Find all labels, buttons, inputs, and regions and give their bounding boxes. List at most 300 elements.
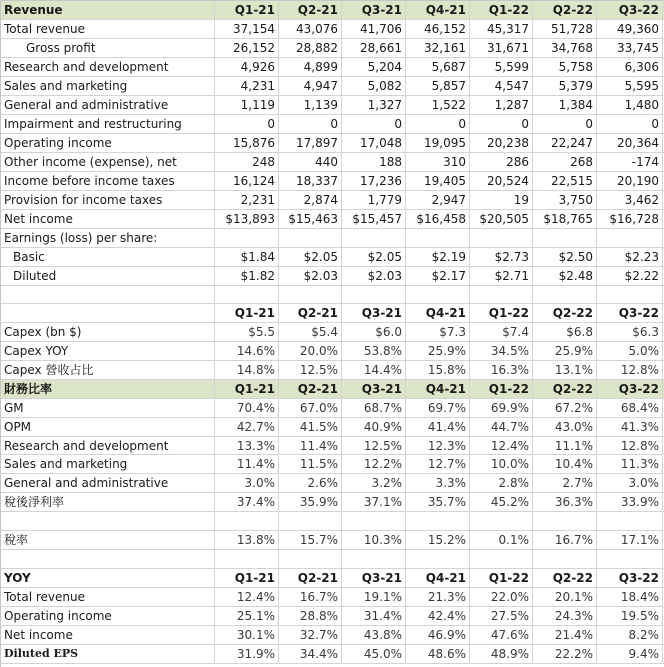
value-cell[interactable]: 9.4% — [597, 645, 663, 663]
value-cell[interactable] — [342, 229, 406, 247]
value-cell[interactable]: 12.5% — [279, 361, 342, 379]
value-cell[interactable]: 43.8% — [342, 626, 406, 644]
table-row — [1, 39, 664, 58]
value-cell[interactable]: 41.5% — [279, 418, 342, 436]
table-row — [1, 134, 664, 153]
value-cell[interactable] — [215, 229, 279, 247]
value-cell[interactable]: 12.7% — [406, 455, 470, 473]
value-cell[interactable]: 11.5% — [279, 455, 342, 473]
table-row — [1, 474, 664, 493]
value-cell[interactable] — [215, 512, 279, 530]
value-cell[interactable] — [470, 286, 533, 303]
value-cell[interactable]: 3.0% — [215, 474, 279, 492]
value-cell[interactable]: 15.2% — [406, 531, 470, 549]
value-cell[interactable]: $6.3 — [597, 323, 663, 341]
table-row — [1, 172, 664, 191]
value-cell[interactable]: 15,876 — [215, 134, 279, 152]
value-cell[interactable] — [533, 512, 597, 530]
value-cell[interactable]: 46.9% — [406, 626, 470, 644]
value-cell[interactable]: 41,706 — [342, 20, 406, 38]
value-cell[interactable]: 30.1% — [215, 626, 279, 644]
value-cell[interactable]: 0.1% — [470, 531, 533, 549]
value-cell[interactable]: 13.1% — [533, 361, 597, 379]
value-cell[interactable]: $18,765 — [533, 210, 597, 228]
value-cell[interactable]: $7.3 — [406, 323, 470, 341]
value-cell[interactable]: 16,124 — [215, 172, 279, 190]
value-cell[interactable]: 45.2% — [470, 493, 533, 511]
value-cell[interactable]: 2.8% — [470, 474, 533, 492]
value-cell[interactable]: $6.0 — [342, 323, 406, 341]
value-cell[interactable] — [342, 550, 406, 568]
table-row — [1, 248, 664, 267]
value-cell[interactable]: 41.4% — [406, 418, 470, 436]
value-cell[interactable]: 35.9% — [279, 493, 342, 511]
value-cell[interactable]: 48.6% — [406, 645, 470, 663]
row-label[interactable]: Earnings (loss) per share: — [1, 229, 215, 247]
row-label[interactable]: Research and development — [1, 58, 215, 76]
row-label[interactable]: OPM — [1, 418, 215, 436]
table-row — [1, 286, 664, 304]
row-label[interactable] — [1, 512, 215, 530]
value-cell[interactable]: $2.50 — [533, 248, 597, 266]
row-label[interactable]: Operating income — [1, 134, 215, 152]
value-cell[interactable] — [597, 550, 663, 568]
value-cell[interactable] — [533, 286, 597, 303]
table-row — [1, 77, 664, 96]
row-label[interactable] — [1, 550, 215, 568]
value-cell[interactable]: 43,076 — [279, 20, 342, 38]
table-row — [1, 399, 664, 418]
value-cell[interactable] — [533, 229, 597, 247]
row-label[interactable]: Revenue — [1, 1, 215, 19]
value-cell[interactable]: 1,119 — [215, 96, 279, 114]
value-cell[interactable]: 44.7% — [470, 418, 533, 436]
value-cell[interactable]: 2.7% — [533, 474, 597, 492]
value-cell[interactable]: Q3-21 — [342, 569, 406, 587]
value-cell[interactable]: $2.71 — [470, 267, 533, 285]
value-cell[interactable] — [279, 286, 342, 303]
row-label[interactable]: Total revenue — [1, 588, 215, 606]
value-cell[interactable]: 19.5% — [597, 607, 663, 625]
value-cell[interactable]: 188 — [342, 153, 406, 171]
value-cell[interactable]: 5,379 — [533, 77, 597, 95]
row-label[interactable]: Net income — [1, 626, 215, 644]
row-label[interactable]: Other income (expense), net — [1, 153, 215, 171]
value-cell[interactable]: $2.48 — [533, 267, 597, 285]
value-cell[interactable]: 16.7% — [279, 588, 342, 606]
value-cell[interactable]: 0 — [470, 115, 533, 133]
value-cell[interactable] — [279, 512, 342, 530]
value-cell[interactable] — [215, 286, 279, 303]
value-cell[interactable]: 12.2% — [342, 455, 406, 473]
table-row — [1, 607, 664, 626]
value-cell[interactable]: 24.3% — [533, 607, 597, 625]
value-cell[interactable]: 1,139 — [279, 96, 342, 114]
value-cell[interactable]: 10.3% — [342, 531, 406, 549]
row-label[interactable]: Net income — [1, 210, 215, 228]
value-cell[interactable]: 4,926 — [215, 58, 279, 76]
value-cell[interactable]: 5,204 — [342, 58, 406, 76]
value-cell[interactable]: 45,317 — [470, 20, 533, 38]
value-cell[interactable]: 17,236 — [342, 172, 406, 190]
table-row — [1, 96, 664, 115]
value-cell[interactable]: 10.0% — [470, 455, 533, 473]
value-cell[interactable]: Q1-21 — [215, 380, 279, 398]
value-cell[interactable]: 4,547 — [470, 77, 533, 95]
value-cell[interactable]: 12.3% — [406, 437, 470, 454]
value-cell[interactable]: 4,231 — [215, 77, 279, 95]
value-cell[interactable]: Q1-21 — [215, 569, 279, 587]
value-cell[interactable] — [342, 286, 406, 303]
value-cell[interactable]: Q1-22 — [470, 569, 533, 587]
row-label[interactable]: 稅率 — [1, 531, 215, 549]
value-cell[interactable]: 5,082 — [342, 77, 406, 95]
value-cell[interactable]: 10.4% — [533, 455, 597, 473]
value-cell[interactable]: 5,687 — [406, 58, 470, 76]
value-cell[interactable]: $16,728 — [597, 210, 663, 228]
value-cell[interactable]: 17.1% — [597, 531, 663, 549]
value-cell[interactable]: -174 — [597, 153, 663, 171]
value-cell[interactable]: 2,874 — [279, 191, 342, 209]
value-cell[interactable]: 22.0% — [470, 588, 533, 606]
row-label[interactable]: Capex 營收占比 — [1, 361, 215, 379]
value-cell[interactable]: Q2-22 — [533, 1, 597, 19]
value-cell[interactable]: 33.9% — [597, 493, 663, 511]
row-label[interactable]: Total revenue — [1, 20, 215, 38]
value-cell[interactable]: 1,384 — [533, 96, 597, 114]
row-label[interactable]: General and administrative — [1, 96, 215, 114]
value-cell[interactable]: 2,231 — [215, 191, 279, 209]
value-cell[interactable]: Q1-21 — [215, 304, 279, 322]
row-label[interactable]: Diluted EPS — [1, 645, 215, 663]
value-cell[interactable]: 14.8% — [215, 361, 279, 379]
row-label[interactable] — [1, 286, 215, 303]
value-cell[interactable]: Q4-21 — [406, 380, 470, 398]
value-cell[interactable]: 15.7% — [279, 531, 342, 549]
value-cell[interactable]: Q2-21 — [279, 380, 342, 398]
value-cell[interactable]: $7.4 — [470, 323, 533, 341]
value-cell[interactable]: $15,463 — [279, 210, 342, 228]
value-cell[interactable]: $16,458 — [406, 210, 470, 228]
row-label[interactable]: YOY — [1, 569, 215, 587]
value-cell[interactable]: $2.17 — [406, 267, 470, 285]
value-cell[interactable]: $2.05 — [279, 248, 342, 266]
value-cell[interactable]: 32,161 — [406, 39, 470, 57]
value-cell[interactable]: 19,095 — [406, 134, 470, 152]
value-cell[interactable]: 19,405 — [406, 172, 470, 190]
value-cell[interactable]: 32.7% — [279, 626, 342, 644]
row-label[interactable]: Capex (bn $) — [1, 323, 215, 341]
table-row — [1, 115, 664, 134]
value-cell[interactable]: 41.3% — [597, 418, 663, 436]
value-cell[interactable]: $2.19 — [406, 248, 470, 266]
value-cell[interactable]: 25.1% — [215, 607, 279, 625]
value-cell[interactable]: Q3-22 — [597, 569, 663, 587]
value-cell[interactable]: 19 — [470, 191, 533, 209]
value-cell[interactable]: 51,728 — [533, 20, 597, 38]
value-cell[interactable]: 34,768 — [533, 39, 597, 57]
value-cell[interactable]: Q4-21 — [406, 304, 470, 322]
value-cell[interactable]: $2.23 — [597, 248, 663, 266]
row-label[interactable]: Gross profit — [1, 39, 215, 57]
value-cell[interactable] — [597, 512, 663, 530]
value-cell[interactable]: Q3-21 — [342, 304, 406, 322]
value-cell[interactable]: 67.0% — [279, 399, 342, 417]
table-row — [1, 512, 664, 531]
value-cell[interactable]: 5,857 — [406, 77, 470, 95]
row-label[interactable]: General and administrative — [1, 474, 215, 492]
value-cell[interactable]: 35.7% — [406, 493, 470, 511]
value-cell[interactable]: 31,671 — [470, 39, 533, 57]
value-cell[interactable]: 3.0% — [597, 474, 663, 492]
value-cell[interactable]: Q4-21 — [406, 1, 470, 19]
row-label[interactable]: Operating income — [1, 607, 215, 625]
value-cell[interactable]: 47.6% — [470, 626, 533, 644]
value-cell[interactable]: 17,048 — [342, 134, 406, 152]
value-cell[interactable] — [406, 229, 470, 247]
value-cell[interactable] — [406, 512, 470, 530]
value-cell[interactable]: 3.3% — [406, 474, 470, 492]
value-cell[interactable]: 37.1% — [342, 493, 406, 511]
value-cell[interactable] — [597, 286, 663, 303]
value-cell[interactable]: 13.8% — [215, 531, 279, 549]
value-cell[interactable]: 42.7% — [215, 418, 279, 436]
value-cell[interactable]: 0 — [406, 115, 470, 133]
value-cell[interactable]: Q2-21 — [279, 304, 342, 322]
value-cell[interactable]: 20.1% — [533, 588, 597, 606]
value-cell[interactable] — [470, 550, 533, 568]
value-cell[interactable]: 5,599 — [470, 58, 533, 76]
value-cell[interactable]: 18,337 — [279, 172, 342, 190]
value-cell[interactable]: 18.4% — [597, 588, 663, 606]
row-label[interactable]: Impairment and restructuring — [1, 115, 215, 133]
row-label[interactable] — [1, 304, 215, 322]
value-cell[interactable]: 69.7% — [406, 399, 470, 417]
table-row — [1, 20, 664, 39]
value-cell[interactable]: $15,457 — [342, 210, 406, 228]
value-cell[interactable]: 17,897 — [279, 134, 342, 152]
value-cell[interactable]: 0 — [279, 115, 342, 133]
value-cell[interactable]: 2.6% — [279, 474, 342, 492]
table-row — [1, 210, 664, 229]
table-row — [1, 153, 664, 172]
value-cell[interactable]: 67.2% — [533, 399, 597, 417]
value-cell[interactable]: 0 — [342, 115, 406, 133]
value-cell[interactable]: 11.4% — [215, 455, 279, 473]
row-label[interactable]: Income before income taxes — [1, 172, 215, 190]
value-cell[interactable]: 45.0% — [342, 645, 406, 663]
value-cell[interactable]: 12.8% — [597, 437, 663, 454]
value-cell[interactable]: 28,882 — [279, 39, 342, 57]
value-cell[interactable] — [342, 512, 406, 530]
value-cell[interactable]: 25.9% — [406, 342, 470, 360]
value-cell[interactable] — [406, 286, 470, 303]
value-cell[interactable]: 22.2% — [533, 645, 597, 663]
value-cell[interactable]: Q1-22 — [470, 304, 533, 322]
value-cell[interactable] — [215, 550, 279, 568]
value-cell[interactable]: 26,152 — [215, 39, 279, 57]
value-cell[interactable] — [597, 229, 663, 247]
value-cell[interactable]: 40.9% — [342, 418, 406, 436]
table-row — [1, 455, 664, 474]
value-cell[interactable] — [533, 550, 597, 568]
value-cell[interactable]: 42.4% — [406, 607, 470, 625]
value-cell[interactable]: $1.82 — [215, 267, 279, 285]
value-cell[interactable]: Q3-22 — [597, 304, 663, 322]
value-cell[interactable]: 5,595 — [597, 77, 663, 95]
value-cell[interactable]: 8.2% — [597, 626, 663, 644]
value-cell[interactable]: 6,306 — [597, 58, 663, 76]
value-cell[interactable]: Q2-21 — [279, 1, 342, 19]
value-cell[interactable]: 70.4% — [215, 399, 279, 417]
table-row — [1, 342, 664, 361]
value-cell[interactable]: 34.5% — [470, 342, 533, 360]
value-cell[interactable]: 12.5% — [342, 437, 406, 454]
value-cell[interactable]: $6.8 — [533, 323, 597, 341]
value-cell[interactable]: 12.8% — [597, 361, 663, 379]
value-cell[interactable]: Q2-22 — [533, 304, 597, 322]
value-cell[interactable]: 46,152 — [406, 20, 470, 38]
value-cell[interactable]: $5.4 — [279, 323, 342, 341]
value-cell[interactable]: 15.8% — [406, 361, 470, 379]
value-cell[interactable]: Q2-22 — [533, 569, 597, 587]
value-cell[interactable]: 31.4% — [342, 607, 406, 625]
value-cell[interactable]: 14.4% — [342, 361, 406, 379]
value-cell[interactable]: 11.4% — [279, 437, 342, 454]
value-cell[interactable]: 14.6% — [215, 342, 279, 360]
value-cell[interactable]: 4,947 — [279, 77, 342, 95]
row-label[interactable]: Sales and marketing — [1, 455, 215, 473]
row-label[interactable]: Provision for income taxes — [1, 191, 215, 209]
value-cell[interactable]: 22,515 — [533, 172, 597, 190]
value-cell[interactable]: 5.0% — [597, 342, 663, 360]
value-cell[interactable]: 20,364 — [597, 134, 663, 152]
value-cell[interactable]: Q2-21 — [279, 569, 342, 587]
value-cell[interactable]: 1,287 — [470, 96, 533, 114]
value-cell[interactable]: 36.3% — [533, 493, 597, 511]
value-cell[interactable]: 31.9% — [215, 645, 279, 663]
value-cell[interactable]: Q3-21 — [342, 380, 406, 398]
value-cell[interactable]: 310 — [406, 153, 470, 171]
row-label[interactable]: Basic — [1, 248, 215, 266]
value-cell[interactable]: 12.4% — [215, 588, 279, 606]
value-cell[interactable]: 13.3% — [215, 437, 279, 454]
value-cell[interactable]: 1,480 — [597, 96, 663, 114]
value-cell[interactable]: Q3-22 — [597, 380, 663, 398]
value-cell[interactable]: 68.4% — [597, 399, 663, 417]
value-cell[interactable]: 25.9% — [533, 342, 597, 360]
value-cell[interactable]: $2.22 — [597, 267, 663, 285]
value-cell[interactable]: 286 — [470, 153, 533, 171]
value-cell[interactable] — [279, 229, 342, 247]
value-cell[interactable]: 12.4% — [470, 437, 533, 454]
value-cell[interactable]: $2.03 — [342, 267, 406, 285]
value-cell[interactable]: $1.84 — [215, 248, 279, 266]
value-cell[interactable]: 69.9% — [470, 399, 533, 417]
value-cell[interactable]: 28,661 — [342, 39, 406, 57]
value-cell[interactable]: 28.8% — [279, 607, 342, 625]
value-cell[interactable]: 11.3% — [597, 455, 663, 473]
header-row — [1, 380, 664, 399]
value-cell[interactable]: $13,893 — [215, 210, 279, 228]
value-cell[interactable]: 1,522 — [406, 96, 470, 114]
row-label[interactable]: 財務比率 — [1, 380, 215, 398]
value-cell[interactable]: 20,190 — [597, 172, 663, 190]
value-cell[interactable]: 248 — [215, 153, 279, 171]
value-cell[interactable] — [406, 550, 470, 568]
row-label[interactable]: Diluted — [1, 267, 215, 285]
value-cell[interactable]: 1,327 — [342, 96, 406, 114]
value-cell[interactable]: 20,524 — [470, 172, 533, 190]
row-label[interactable]: Sales and marketing — [1, 77, 215, 95]
value-cell[interactable]: 48.9% — [470, 645, 533, 663]
value-cell[interactable]: 49,360 — [597, 20, 663, 38]
value-cell[interactable]: 11.1% — [533, 437, 597, 454]
value-cell[interactable]: 4,899 — [279, 58, 342, 76]
value-cell[interactable] — [470, 512, 533, 530]
value-cell[interactable]: 16.3% — [470, 361, 533, 379]
value-cell[interactable]: 5,758 — [533, 58, 597, 76]
value-cell[interactable]: $2.05 — [342, 248, 406, 266]
value-cell[interactable]: 16.7% — [533, 531, 597, 549]
table-row — [1, 323, 664, 342]
value-cell[interactable]: 68.7% — [342, 399, 406, 417]
value-cell[interactable]: Q1-22 — [470, 380, 533, 398]
value-cell[interactable]: 0 — [597, 115, 663, 133]
value-cell[interactable]: 3,462 — [597, 191, 663, 209]
value-cell[interactable]: $2.03 — [279, 267, 342, 285]
value-cell[interactable]: 2,947 — [406, 191, 470, 209]
value-cell[interactable]: 34.4% — [279, 645, 342, 663]
value-cell[interactable]: Q1-22 — [470, 1, 533, 19]
value-cell[interactable]: 0 — [533, 115, 597, 133]
value-cell[interactable]: 37.4% — [215, 493, 279, 511]
value-cell[interactable]: 19.1% — [342, 588, 406, 606]
value-cell[interactable]: 27.5% — [470, 607, 533, 625]
value-cell[interactable]: 20,238 — [470, 134, 533, 152]
value-cell[interactable]: 3,750 — [533, 191, 597, 209]
value-cell[interactable]: Q3-21 — [342, 1, 406, 19]
value-cell[interactable]: 22,247 — [533, 134, 597, 152]
value-cell[interactable]: 53.8% — [342, 342, 406, 360]
value-cell[interactable]: $5.5 — [215, 323, 279, 341]
value-cell[interactable]: $20,505 — [470, 210, 533, 228]
value-cell[interactable]: 0 — [215, 115, 279, 133]
value-cell[interactable]: Q2-22 — [533, 380, 597, 398]
value-cell[interactable]: 33,745 — [597, 39, 663, 57]
value-cell[interactable]: Q1-21 — [215, 1, 279, 19]
value-cell[interactable]: 37,154 — [215, 20, 279, 38]
value-cell[interactable] — [470, 229, 533, 247]
row-label[interactable]: GM — [1, 399, 215, 417]
table-row — [1, 361, 664, 380]
value-cell[interactable]: 268 — [533, 153, 597, 171]
value-cell[interactable]: 440 — [279, 153, 342, 171]
value-cell[interactable]: 1,779 — [342, 191, 406, 209]
row-label[interactable]: 稅後淨利率 — [1, 493, 215, 511]
row-label[interactable]: Capex YOY — [1, 342, 215, 360]
value-cell[interactable]: $2.73 — [470, 248, 533, 266]
value-cell[interactable]: Q3-22 — [597, 1, 663, 19]
value-cell[interactable]: 3.2% — [342, 474, 406, 492]
value-cell[interactable]: 20.0% — [279, 342, 342, 360]
value-cell[interactable]: 21.4% — [533, 626, 597, 644]
value-cell[interactable]: 21.3% — [406, 588, 470, 606]
row-label[interactable]: Research and development — [1, 437, 215, 454]
value-cell[interactable]: 43.0% — [533, 418, 597, 436]
value-cell[interactable]: Q4-21 — [406, 569, 470, 587]
value-cell[interactable] — [279, 550, 342, 568]
